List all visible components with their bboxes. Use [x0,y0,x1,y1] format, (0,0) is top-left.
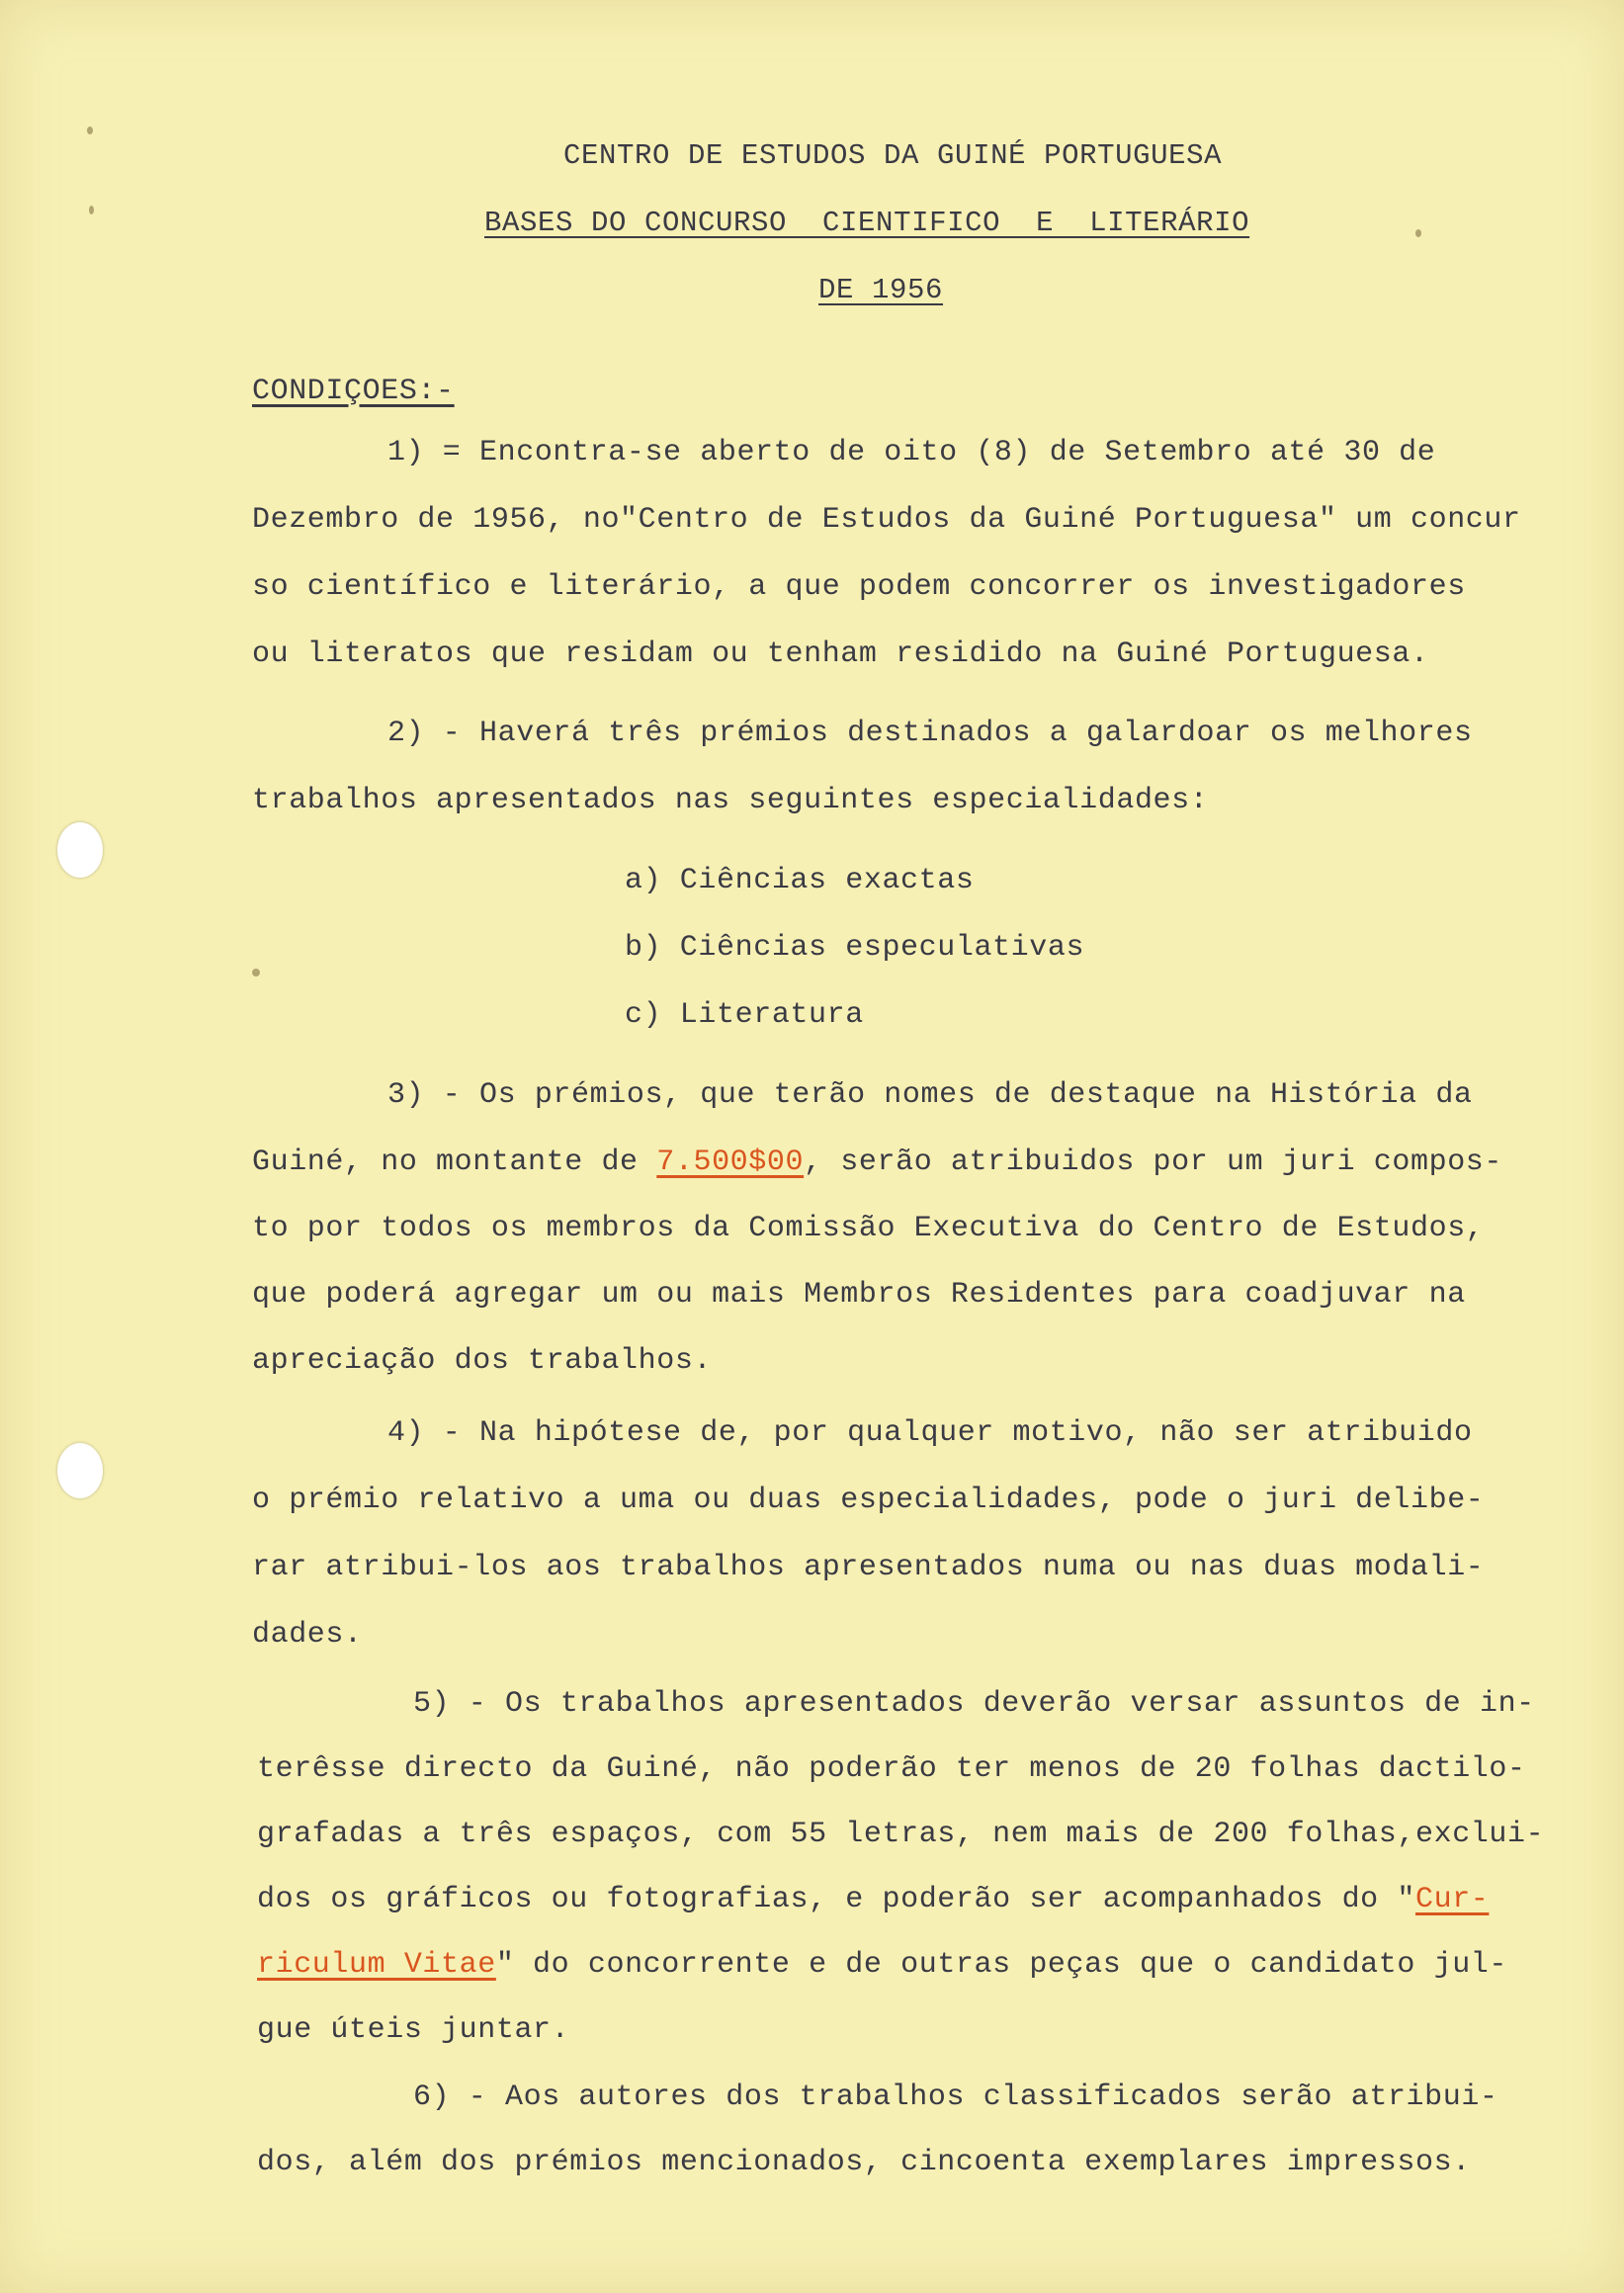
p5-line-6: gue úteis juntar. [257,2013,570,2047]
paper-speck [89,206,94,214]
punch-hole-bottom [57,1443,103,1498]
p5-line-4 [257,1882,1489,1917]
p1-line-2: Dezembro de 1956, no"Centro de Estudos da Guiné Portuguesa" um concur [252,503,1521,537]
p6-line-1: 6) - Aos autores dos trabalhos classificados serão atribui- [413,2081,1498,2114]
p3-line-2-start: Guiné, no montante de [252,1146,657,1179]
paper-speck [1415,229,1421,237]
p5-line-4-text: dos os gráficos ou fotografias, e poderão ser acompanhados do " [257,1883,1415,1916]
p5-line-1: 5) - Os trabalhos apresentados deverão versar assuntos de in- [413,1687,1535,1721]
p5-line-5 [257,1947,1507,1983]
p1-line-1: 1) = Encontra-se aberto de oito (8) de Setembro até 30 de [387,436,1436,469]
p1-line-4: ou literatos que residam ou tenham residido na Guiné Portuguesa. [252,637,1429,671]
p4-line-1: 4) - Na hipótese de, por qualquer motivo, não ser atribuido [387,1416,1473,1450]
p5-line-3: grafadas a três espaços, com 55 letras, nem mais de 200 folhas,exclui- [257,1818,1545,1851]
p2-line-2: trabalhos apresentados nas seguintes especialidades: [252,784,1209,817]
title-line-1: CENTRO DE ESTUDOS DA GUINÉ PORTUGUESA [563,139,1223,172]
p5-line-5-text: " do concorrente e de outras peças que o candidato jul- [495,1948,1508,1982]
list-item-a: a) Ciências exactas [625,864,975,897]
curriculum-part-2: riculum Vitae [257,1948,496,1982]
p5-line-2: terêsse directo da Guiné, não poderão ter menos de 20 folhas dactilo- [257,1752,1526,1786]
p3-line-5: apreciação dos trabalhos. [252,1344,713,1378]
list-item-b: b) Ciências especulativas [625,931,1085,965]
curriculum-part-1: Cur- [1414,1883,1490,1916]
prize-amount: 7.500$00 [656,1146,805,1179]
p6-line-2: dos, além dos prémios mencionados, cincoenta exemplares impressos. [257,2146,1471,2179]
p3-line-2-end: , serão atribuidos por um juri compos- [804,1146,1503,1179]
list-item-c: c) Literatura [625,998,864,1032]
p4-line-4: dades. [252,1618,363,1652]
paper-speck [87,127,93,134]
p4-line-2: o prémio relativo a uma ou duas especialidades, pode o juri delibe- [252,1484,1485,1517]
p3-line-3: to por todos os membros da Comissão Executiva do Centro de Estudos, [252,1212,1485,1245]
p3-line-4: que poderá agregar um ou mais Membros Residentes para coadjuvar na [252,1278,1466,1312]
p2-line-1: 2) - Haverá três prémios destinados a galardoar os melhores [387,717,1473,750]
paper-speck [252,969,260,977]
title-line-2: BASES DO CONCURSO CIENTIFICO E LITERÁRIO [484,207,1250,239]
p4-line-3: rar atribui-los aos trabalhos apresentados numa ou nas duas modali- [252,1551,1485,1584]
punch-hole-top [57,822,103,878]
section-label: CONDIÇOES:- [252,375,455,408]
p3-line-1: 3) - Os prémios, que terão nomes de destaque na História da [387,1078,1473,1112]
p3-line-2 [252,1145,1502,1180]
title-line-3: DE 1956 [818,274,944,306]
p1-line-3: so científico e literário, a que podem concorrer os investigadores [252,570,1466,604]
